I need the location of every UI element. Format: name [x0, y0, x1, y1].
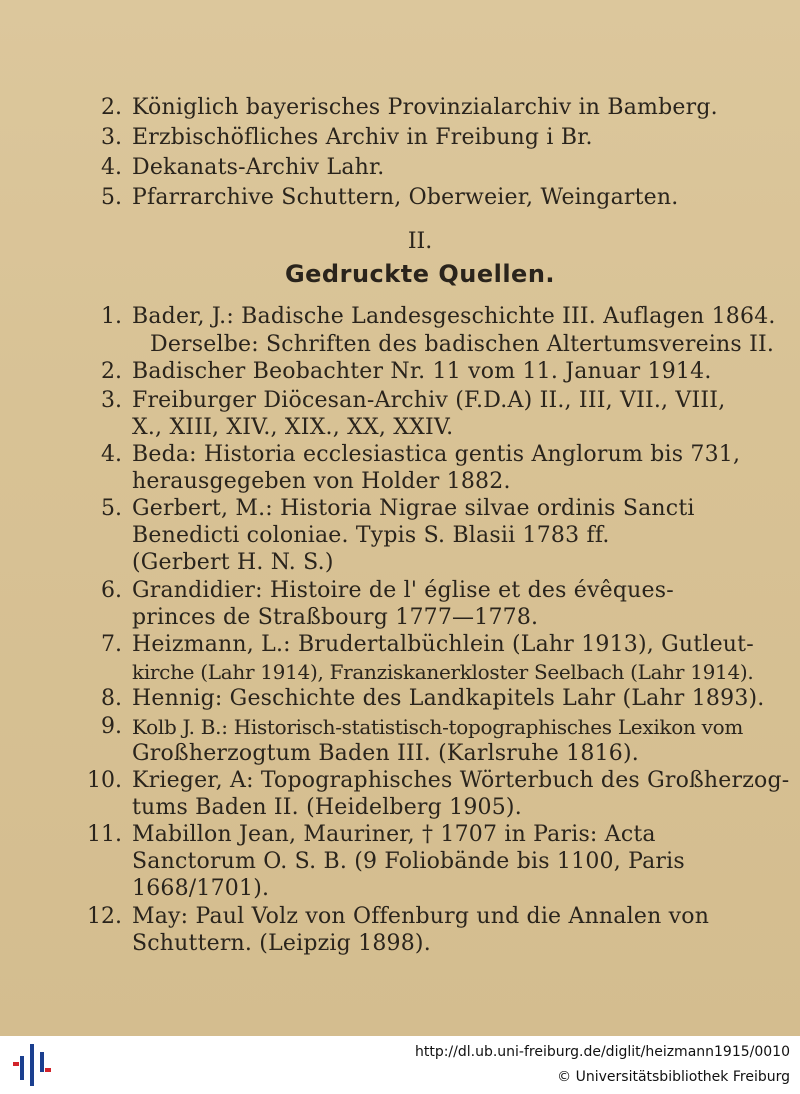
list-item-continuation — [0, 603, 800, 633]
item-text: Grandidier: Histoire de l' église et des évêques- — [132, 578, 674, 603]
copyright-text: © Universitätsbibliothek Freiburg — [557, 1069, 790, 1085]
item-number: 5. — [101, 185, 122, 210]
list-item — [0, 93, 800, 123]
viewer-footer — [0, 1036, 800, 1094]
item-text: Dekanats-Archiv Lahr. — [132, 155, 385, 180]
item-text: May: Paul Volz von Offenburg und die Annalen von — [132, 904, 710, 929]
item-number: 9. — [101, 714, 122, 739]
item-text: Hennig: Geschichte des Landkapitels Lahr (Lahr 1893). — [132, 686, 765, 711]
item-number: 3. — [101, 388, 122, 413]
item-number: 4. — [101, 442, 122, 467]
list-item — [0, 440, 800, 470]
item-number: 2. — [101, 95, 122, 120]
list-item — [0, 820, 800, 850]
item-text: princes de Straßbourg 1777—1778. — [132, 605, 539, 630]
list-item-continuation — [0, 467, 800, 497]
item-text: Schuttern. (Leipzig 1898). — [132, 931, 431, 956]
item-text: Krieger, A: Topographisches Wörterbuch des Großherzog- — [132, 768, 790, 793]
list-item-continuation — [0, 548, 800, 578]
list-item — [0, 386, 800, 416]
list-item-continuation — [0, 739, 800, 769]
item-text: Beda: Historia ecclesiastica gentis Anglorum bis 731, — [132, 442, 741, 467]
item-text: Großherzogtum Baden III. (Karlsruhe 1816). — [132, 741, 639, 766]
list-item-continuation — [0, 657, 800, 687]
ub-freiburg-logo-icon — [12, 1042, 52, 1088]
item-text: Kolb J. B.: Historisch-statistisch-topographisches Lexikon vom — [132, 715, 744, 739]
permalink-url[interactable]: http://dl.ub.uni-freiburg.de/diglit/heizmann1915/0010 — [414, 1044, 790, 1060]
item-text: Erzbischöfliches Archiv in Freibung i Br. — [132, 125, 593, 150]
section-heading: Gedruckte Quellen. — [284, 260, 556, 288]
item-number: 11. — [87, 822, 122, 847]
item-text: Derselbe: Schriften des badischen Altertumsvereins II. — [150, 332, 775, 357]
list-item — [0, 183, 800, 213]
item-number: 1. — [101, 304, 122, 329]
item-text: Sanctorum O. S. B. (9 Foliobände bis 1100, Paris — [132, 849, 685, 874]
list-item-continuation — [0, 413, 800, 443]
item-text: Heizmann, L.: Brudertalbüchlein (Lahr 1913), Gutleut- — [132, 632, 754, 657]
list-item — [0, 494, 800, 524]
list-item-continuation — [0, 847, 800, 877]
item-text: Gerbert, M.: Historia Nigrae silvae ordinis Sancti — [132, 496, 695, 521]
list-item — [0, 302, 800, 332]
list-item — [0, 630, 800, 660]
item-number: 2. — [101, 359, 122, 384]
section-number: II. — [407, 229, 433, 254]
item-text: Mabillon Jean, Mauriner, † 1707 in Paris: Acta — [132, 822, 656, 847]
item-text: 1668/1701). — [132, 876, 270, 901]
item-text: Pfarrarchive Schuttern, Oberweier, Weingarten. — [132, 185, 679, 210]
item-number: 8. — [101, 686, 122, 711]
list-item-continuation — [0, 521, 800, 551]
list-item — [0, 576, 800, 606]
list-item-continuation — [0, 874, 800, 904]
item-text: Freiburger Diöcesan-Archiv (F.D.A) II., III, VII., VIII, — [132, 388, 726, 413]
item-text: Benedicti coloniae. Typis S. Blasii 1783 ff. — [132, 523, 610, 548]
list-item — [0, 123, 800, 153]
item-text: Königlich bayerisches Provinzialarchiv in Bamberg. — [132, 95, 718, 120]
list-item-continuation — [0, 793, 800, 823]
item-number: 7. — [101, 632, 122, 657]
item-text: herausgegeben von Holder 1882. — [132, 469, 511, 494]
item-number: 12. — [87, 904, 122, 929]
item-text: Badischer Beobachter Nr. 11 vom 11. Januar 1914. — [132, 359, 712, 384]
item-number: 6. — [101, 578, 122, 603]
list-item — [0, 712, 800, 742]
list-item — [0, 766, 800, 796]
item-text: X., XIII, XIV., XIX., XX, XXIV. — [132, 415, 454, 440]
item-number: 5. — [101, 496, 122, 521]
list-item — [0, 902, 800, 932]
item-text: (Gerbert H. N. S.) — [132, 550, 334, 575]
item-number: 10. — [87, 768, 122, 793]
item-number: 3. — [101, 125, 122, 150]
list-item — [0, 684, 800, 714]
item-text: Bader, J.: Badische Landesgeschichte III. Auflagen 1864. — [132, 304, 776, 329]
list-item — [0, 357, 800, 387]
list-item-continuation — [0, 330, 800, 360]
item-number: 4. — [101, 155, 122, 180]
item-text: kirche (Lahr 1914), Franziskanerkloster Seelbach (Lahr 1914). — [132, 660, 754, 684]
list-item — [0, 153, 800, 183]
list-item-continuation — [0, 929, 800, 959]
item-text: tums Baden II. (Heidelberg 1905). — [132, 795, 522, 820]
